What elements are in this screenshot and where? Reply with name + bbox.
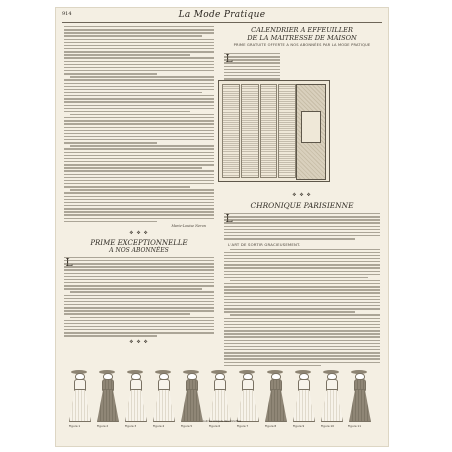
calendar-column — [260, 84, 278, 178]
magazine-title: La Mode Pratique — [178, 10, 266, 20]
figure-caption: Figure 4 — [153, 424, 165, 428]
calendar-column — [222, 84, 240, 178]
calendar-note: PRIME GRATUITE OFFERTE A NOS ABONNÉES PAR LA MODE PRATIQUE — [233, 43, 371, 47]
chronique-text — [224, 213, 380, 240]
fashion-figure — [292, 370, 314, 420]
text-block — [64, 26, 214, 222]
figure-caption: Figure 8 — [265, 424, 277, 428]
figure-caption: Figure 9 — [293, 424, 305, 428]
fashion-figure — [208, 370, 230, 420]
fashion-figure — [180, 370, 202, 420]
figure-caption: Figure 3 — [125, 424, 137, 428]
figure-caption: Figure 11 — [348, 424, 361, 428]
fashion-plate — [64, 368, 380, 428]
figure-caption: Figure 6 — [209, 424, 221, 428]
calendar-grid — [222, 84, 296, 178]
header-rule — [62, 22, 382, 23]
fashion-figure — [348, 370, 370, 420]
ornament: ✥ ✥ ✥ — [129, 230, 149, 236]
figure-captions — [64, 422, 380, 428]
page-header — [62, 11, 382, 21]
calendar-ornament-panel — [296, 84, 326, 180]
fashion-figure — [236, 370, 258, 420]
plate-mid-caption: Autres croquis des toilettes — [202, 419, 242, 423]
article-signature: Marie-Louise Neron — [171, 223, 206, 228]
left-column — [64, 26, 214, 348]
calendar-title: CALENDRIER A EFFEUILLER — [251, 26, 353, 34]
magazine-page — [56, 8, 388, 446]
fashion-figure — [96, 370, 118, 420]
chronique-title: CHRONIQUE PARISIENNE — [250, 201, 354, 210]
figure-caption: Figure 10 — [321, 424, 334, 428]
calendar-illustration — [218, 80, 330, 182]
figure-caption: Figure 7 — [237, 424, 249, 428]
calendar-title-line2: DE LA MAITRESSE DE MAISON — [247, 34, 357, 42]
fashion-figure — [124, 370, 146, 420]
calendar-cartouche — [301, 111, 321, 143]
prime-text — [64, 257, 214, 337]
page-number: 914 — [62, 11, 72, 17]
chronique-subhead: L'ART DE SORTIR GRACIEUSEMENT. — [228, 241, 301, 247]
ornament-lower: ✥ ✥ ✥ — [129, 339, 149, 345]
figure-caption: Figure 5 — [181, 424, 193, 428]
chronique-text-2 — [224, 249, 380, 367]
ornament-right: ✥ ✥ ✥ — [292, 193, 312, 198]
figure-caption: Figure 1 — [69, 424, 81, 428]
fashion-figure — [264, 370, 286, 420]
calendar-column — [278, 84, 296, 178]
calendar-column — [241, 84, 259, 178]
prime-title-line2: A NOS ABONNÉES — [109, 246, 169, 254]
fashion-figure — [152, 370, 174, 420]
chronique-section — [224, 190, 380, 368]
figure-caption: Figure 2 — [97, 424, 109, 428]
prime-title: PRIME EXCEPTIONNELLE — [90, 238, 188, 247]
fashion-figure — [68, 370, 90, 420]
fashion-figure — [320, 370, 342, 420]
